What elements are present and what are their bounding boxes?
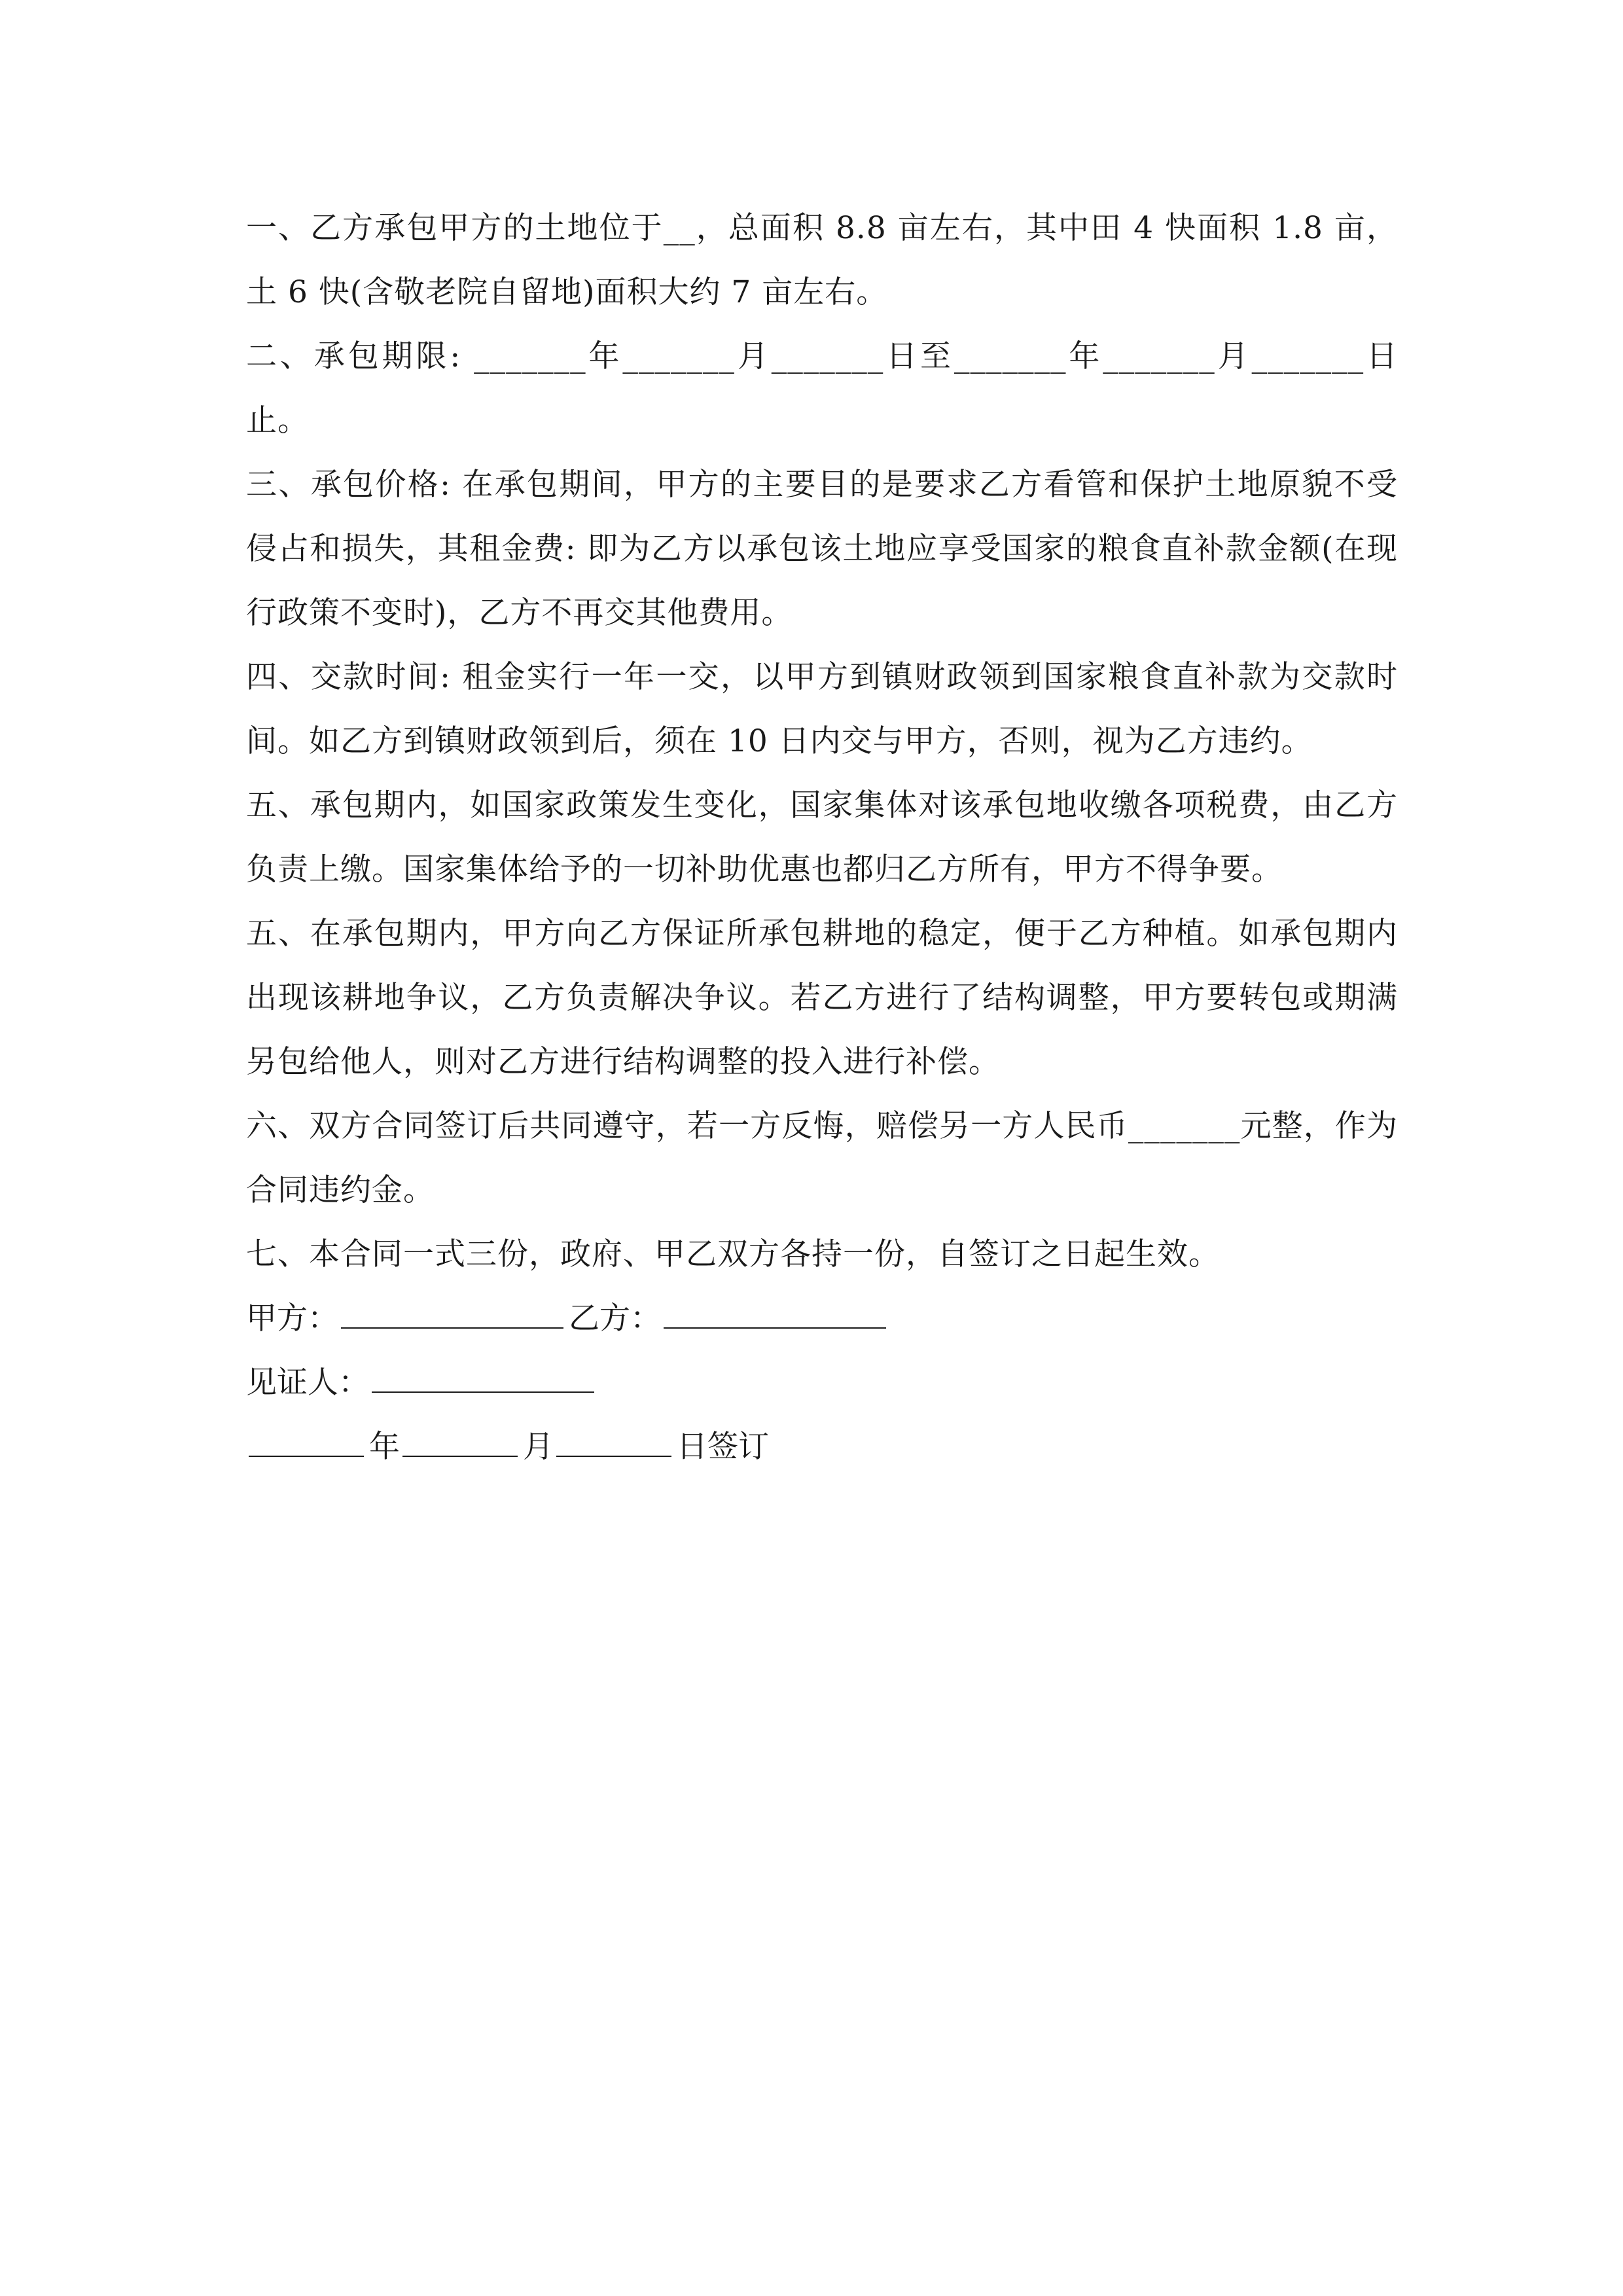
witness-signature-line xyxy=(246,1351,1398,1415)
clause-7: 七、本合同一式三份，政府、甲乙双方各持一份，自签订之日起生效。 xyxy=(246,1236,1220,1272)
party-a-label: 甲方： xyxy=(246,1300,338,1336)
witness-signature-blank[interactable] xyxy=(372,1365,594,1393)
clause-1: 一、乙方承包甲方的土地位于__，总面积 8.8 亩左右，其中田 4 快面积 1.8 亩，土 6 快(含敬老院自留地)面积大约 7 亩左右。 xyxy=(246,210,1398,310)
clause-5b: 五、在承包期内，甲方向乙方保证所承包耕地的稳定，便于乙方种植。如承包期内出现该耕地争议，乙方负责解决争议。若乙方进行了结构调整，甲方要转包或期满另包给他人，则对乙方进行结构调整的投入进行补偿。 xyxy=(246,916,1398,1080)
signing-month-blank[interactable] xyxy=(402,1429,518,1457)
party-b-label: 乙方： xyxy=(569,1300,661,1336)
party-a-signature-blank[interactable] xyxy=(341,1301,563,1329)
signing-day-blank[interactable] xyxy=(556,1429,671,1457)
day-signed-label: 日签订 xyxy=(677,1429,769,1465)
clause-4: 四、交款时间: 租金实行一年一交，以甲方到镇财政领到国家粮食直补款为交款时间。如乙方到镇财政领到后，须在 10 日内交与甲方，否则，视为乙方违约。 xyxy=(246,659,1398,759)
witness-label: 见证人： xyxy=(246,1365,369,1401)
clause-2: 二、承包期限: _______年_______月_______日至_______年_______月_______日止。 xyxy=(246,338,1398,439)
year-label: 年 xyxy=(369,1429,400,1465)
clause-3: 三、承包价格: 在承包期间，甲方的主要目的是要求乙方看管和保护土地原貌不受侵占和损失，其租金费: 即为乙方以承包该土地应享受国家的粮食直补款金额(在现行政策不变时)，乙方不再交其他费用。 xyxy=(246,467,1398,631)
signing-year-blank[interactable] xyxy=(249,1429,364,1457)
clause-6: 六、双方合同签订后共同遵守，若一方反悔，赔偿另一方人民币_______元整，作为合同违约金。 xyxy=(246,1108,1398,1208)
clause-5a: 五、承包期内，如国家政策发生变化，国家集体对该承包地收缴各项税费，由乙方负责上缴。国家集体给予的一切补助优惠也都归乙方所有，甲方不得争要。 xyxy=(246,787,1398,888)
contract-body xyxy=(246,196,1398,1479)
month-label: 月 xyxy=(523,1429,554,1465)
party-signature-line xyxy=(246,1287,1398,1351)
signing-date-line xyxy=(246,1415,1398,1479)
party-b-signature-blank[interactable] xyxy=(664,1301,886,1329)
